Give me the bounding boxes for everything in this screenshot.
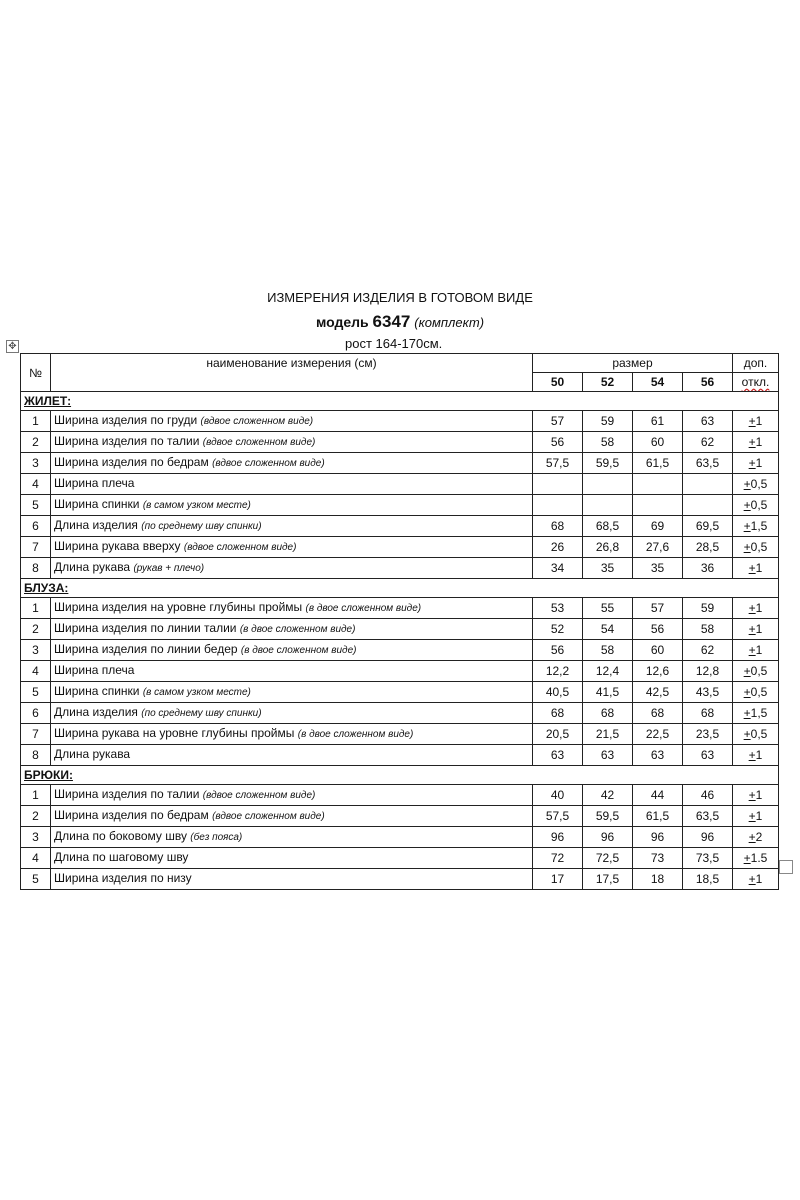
measurement-name-cell [51,806,533,827]
size-value: 69 [633,516,683,537]
size-value: 63 [633,745,683,766]
table-row [21,619,779,640]
tolerance: +0,5 [733,537,779,558]
measurement-name: Ширина рукава вверху [54,539,181,553]
size-value: 35 [633,558,683,579]
tolerance: +1,5 [733,516,779,537]
size-value: 12,8 [683,661,733,682]
tolerance: +0,5 [733,682,779,703]
section-row [21,392,779,411]
table-resize-handle[interactable] [779,860,793,874]
section-row [21,766,779,785]
size-value [533,474,583,495]
size-value: 72 [533,848,583,869]
size-value: 73,5 [683,848,733,869]
size-value: 63 [583,745,633,766]
measurement-name-cell [51,785,533,806]
header-name: наименование измерения (см) [51,354,533,392]
measurement-name: Длина по шаговому шву [54,850,189,864]
size-value: 26 [533,537,583,558]
size-value: 27,6 [633,537,683,558]
size-value: 72,5 [583,848,633,869]
table-row [21,806,779,827]
table-row [21,453,779,474]
section-row [21,579,779,598]
measurement-note: (в двое сложенном виде) [239,624,356,635]
row-number: 1 [21,598,51,619]
measurement-name-cell [51,869,533,890]
measurement-name: Ширина плеча [54,476,135,490]
size-value: 69,5 [683,516,733,537]
size-value [533,495,583,516]
size-value: 62 [683,432,733,453]
tolerance: +1 [733,806,779,827]
tolerance: +1 [733,598,779,619]
size-value: 36 [683,558,733,579]
size-value: 20,5 [533,724,583,745]
size-value: 59 [683,598,733,619]
size-value: 68 [583,703,633,724]
row-number: 6 [21,703,51,724]
size-value: 26,8 [583,537,633,558]
size-value: 34 [533,558,583,579]
measurement-name-cell [51,703,533,724]
tolerance: +1 [733,453,779,474]
size-value: 59,5 [583,806,633,827]
model-number: 6347 [372,312,411,331]
size-value [583,495,633,516]
size-value: 61 [633,411,683,432]
measurement-name: Ширина изделия по талии [54,434,200,448]
row-number: 6 [21,516,51,537]
measurement-name-cell [51,453,533,474]
measurement-note: (вдвое сложенном виде) [202,437,316,448]
table-row [21,848,779,869]
tolerance: +1 [733,745,779,766]
row-number: 3 [21,453,51,474]
measurement-name: Ширина изделия по низу [54,871,192,885]
measurement-name-cell [51,598,533,619]
size-value: 21,5 [583,724,633,745]
size-value: 40 [533,785,583,806]
size-value: 56 [633,619,683,640]
measurement-name: Ширина изделия по бедрам [54,808,209,822]
measurements-table [20,353,779,890]
header-row-1 [21,354,779,373]
row-number: 7 [21,724,51,745]
size-value: 18 [633,869,683,890]
tolerance: +0,5 [733,495,779,516]
measurement-name-cell [51,682,533,703]
measurement-name: Длина изделия [54,518,138,532]
size-value: 18,5 [683,869,733,890]
tolerance: +1 [733,432,779,453]
measurement-name: Ширина изделия по линии талии [54,621,237,635]
size-value: 61,5 [633,806,683,827]
size-value: 68 [683,703,733,724]
tolerance: +1 [733,558,779,579]
size-value: 96 [633,827,683,848]
measurement-name-cell [51,724,533,745]
tolerance: +1 [733,411,779,432]
size-value: 17,5 [583,869,633,890]
measurement-name: Ширина спинки [54,684,140,698]
section-title: БРЮКИ: [21,766,779,785]
size-50: 50 [533,373,583,392]
tolerance: +1,5 [733,703,779,724]
measurement-note: (вдвое сложенном виде) [183,542,297,553]
measurement-note: (в двое сложенном виде) [305,603,422,614]
size-value [633,495,683,516]
size-value: 96 [533,827,583,848]
size-52: 52 [583,373,633,392]
table-row [21,682,779,703]
measurement-name-cell [51,640,533,661]
size-value: 63 [683,411,733,432]
row-number: 4 [21,474,51,495]
size-value: 61,5 [633,453,683,474]
size-value: 68 [533,516,583,537]
size-value: 57,5 [533,806,583,827]
measurement-note: (в двое сложенном виде) [297,729,414,740]
size-value: 52 [533,619,583,640]
row-number: 2 [21,806,51,827]
measurement-name: Длина рукава [54,560,131,574]
size-value [683,474,733,495]
measurement-note: (в двое сложенном виде) [240,645,357,656]
table-row [21,640,779,661]
table-row [21,724,779,745]
measurement-name-cell [51,537,533,558]
size-value: 54 [583,619,633,640]
measurement-name: Ширина изделия по линии бедер [54,642,238,656]
size-54: 54 [633,373,683,392]
size-value: 63,5 [683,453,733,474]
size-value: 46 [683,785,733,806]
table-row [21,537,779,558]
row-number: 2 [21,432,51,453]
table-row [21,745,779,766]
table-move-handle-icon[interactable]: ✥ [6,340,19,353]
row-number: 5 [21,495,51,516]
row-number: 2 [21,619,51,640]
section-title: БЛУЗА: [21,579,779,598]
measurement-name: Ширина изделия по бедрам [54,455,209,469]
size-value: 22,5 [633,724,683,745]
table-row [21,558,779,579]
measurement-note: (без пояса) [190,832,243,843]
size-value: 41,5 [583,682,633,703]
size-value: 60 [633,640,683,661]
header-dev-line1: доп. [733,354,779,373]
size-value: 57,5 [533,453,583,474]
size-value: 42 [583,785,633,806]
size-value: 56 [533,640,583,661]
measurement-note: (по среднему шву спинки) [141,708,262,719]
size-value: 68,5 [583,516,633,537]
row-number: 1 [21,785,51,806]
header-dev-line2: откл. [733,373,779,392]
size-value: 62 [683,640,733,661]
row-number: 1 [21,411,51,432]
table-row [21,827,779,848]
row-number: 4 [21,848,51,869]
table-row [21,598,779,619]
size-value: 63,5 [683,806,733,827]
size-value: 73 [633,848,683,869]
measurement-name-cell [51,745,533,766]
size-value: 59 [583,411,633,432]
table-row [21,785,779,806]
tolerance: +1 [733,869,779,890]
size-value: 55 [583,598,633,619]
size-value: 43,5 [683,682,733,703]
size-value: 63 [683,745,733,766]
table-row [21,432,779,453]
size-value: 12,4 [583,661,633,682]
measurement-name-cell [51,432,533,453]
measurement-name: Ширина спинки [54,497,140,511]
row-number: 5 [21,682,51,703]
tolerance: +1 [733,785,779,806]
table-row [21,474,779,495]
measurement-name: Длина изделия [54,705,138,719]
measurement-note: (вдвое сложенном виде) [212,811,325,822]
tolerance: +1.5 [733,848,779,869]
table-row [21,703,779,724]
size-value: 68 [533,703,583,724]
row-number: 3 [21,827,51,848]
model-label: модель [315,314,369,330]
size-value: 58 [583,640,633,661]
size-value: 96 [583,827,633,848]
tolerance: +0,5 [733,661,779,682]
size-value: 59,5 [583,453,633,474]
measurement-name-cell [51,411,533,432]
row-number: 8 [21,745,51,766]
size-value: 58 [583,432,633,453]
size-value: 57 [633,598,683,619]
size-value: 12,2 [533,661,583,682]
size-value: 60 [633,432,683,453]
measurement-name: Ширина изделия по талии [54,787,200,801]
measurement-note: (рукав + плечо) [133,563,205,574]
size-value [633,474,683,495]
measurement-name: Длина рукава [54,747,131,761]
model-kit: (комплект) [414,315,485,330]
row-number: 7 [21,537,51,558]
measurement-name: Ширина плеча [54,663,135,677]
measurement-name-cell [51,516,533,537]
header-size: размер [533,354,733,373]
size-value [583,474,633,495]
measurement-note: (по среднему шву спинки) [141,521,262,532]
height-range: рост 164-170см. [345,336,443,351]
measurement-note: (в самом узком месте) [142,687,251,698]
row-number: 4 [21,661,51,682]
size-value [683,495,733,516]
size-56: 56 [683,373,733,392]
measurement-name: Ширина изделия по груди [54,413,198,427]
measurement-name-cell [51,827,533,848]
measurement-name-cell [51,495,533,516]
size-value: 40,5 [533,682,583,703]
size-value: 53 [533,598,583,619]
size-value: 56 [533,432,583,453]
measurement-note: (вдвое сложенном виде) [202,790,316,801]
measurement-note: (в самом узком месте) [142,500,251,511]
table-row [21,495,779,516]
row-number: 8 [21,558,51,579]
page-title: ИЗМЕРЕНИЯ ИЗДЕЛИЯ В ГОТОВОМ ВИДЕ [267,290,533,305]
measurement-name-cell [51,474,533,495]
size-value: 44 [633,785,683,806]
header-num: № [21,354,51,392]
measurement-note: (вдвое сложенном виде) [200,416,314,427]
size-value: 23,5 [683,724,733,745]
model-line [0,312,800,332]
tolerance: +2 [733,827,779,848]
table-row [21,869,779,890]
size-value: 58 [683,619,733,640]
table-row [21,516,779,537]
size-value: 63 [533,745,583,766]
measurement-name-cell [51,848,533,869]
size-value: 17 [533,869,583,890]
table-row [21,411,779,432]
measurement-name: Ширина изделия на уровне глубины проймы [54,600,303,614]
size-value: 68 [633,703,683,724]
row-number: 5 [21,869,51,890]
size-value: 42,5 [633,682,683,703]
measurement-name: Длина по боковому шву [54,829,187,843]
size-value: 35 [583,558,633,579]
tolerance: +1 [733,619,779,640]
tolerance: +0,5 [733,474,779,495]
measurement-name: Ширина рукава на уровне глубины проймы [54,726,295,740]
measurement-name-cell [51,619,533,640]
tolerance: +0,5 [733,724,779,745]
measurement-name-cell [51,661,533,682]
tolerance: +1 [733,640,779,661]
section-title: ЖИЛЕТ: [21,392,779,411]
size-value: 57 [533,411,583,432]
size-value: 12,6 [633,661,683,682]
row-number: 3 [21,640,51,661]
table-row [21,661,779,682]
measurement-name-cell [51,558,533,579]
size-value: 96 [683,827,733,848]
measurement-note: (вдвое сложенном виде) [212,458,325,469]
size-value: 28,5 [683,537,733,558]
